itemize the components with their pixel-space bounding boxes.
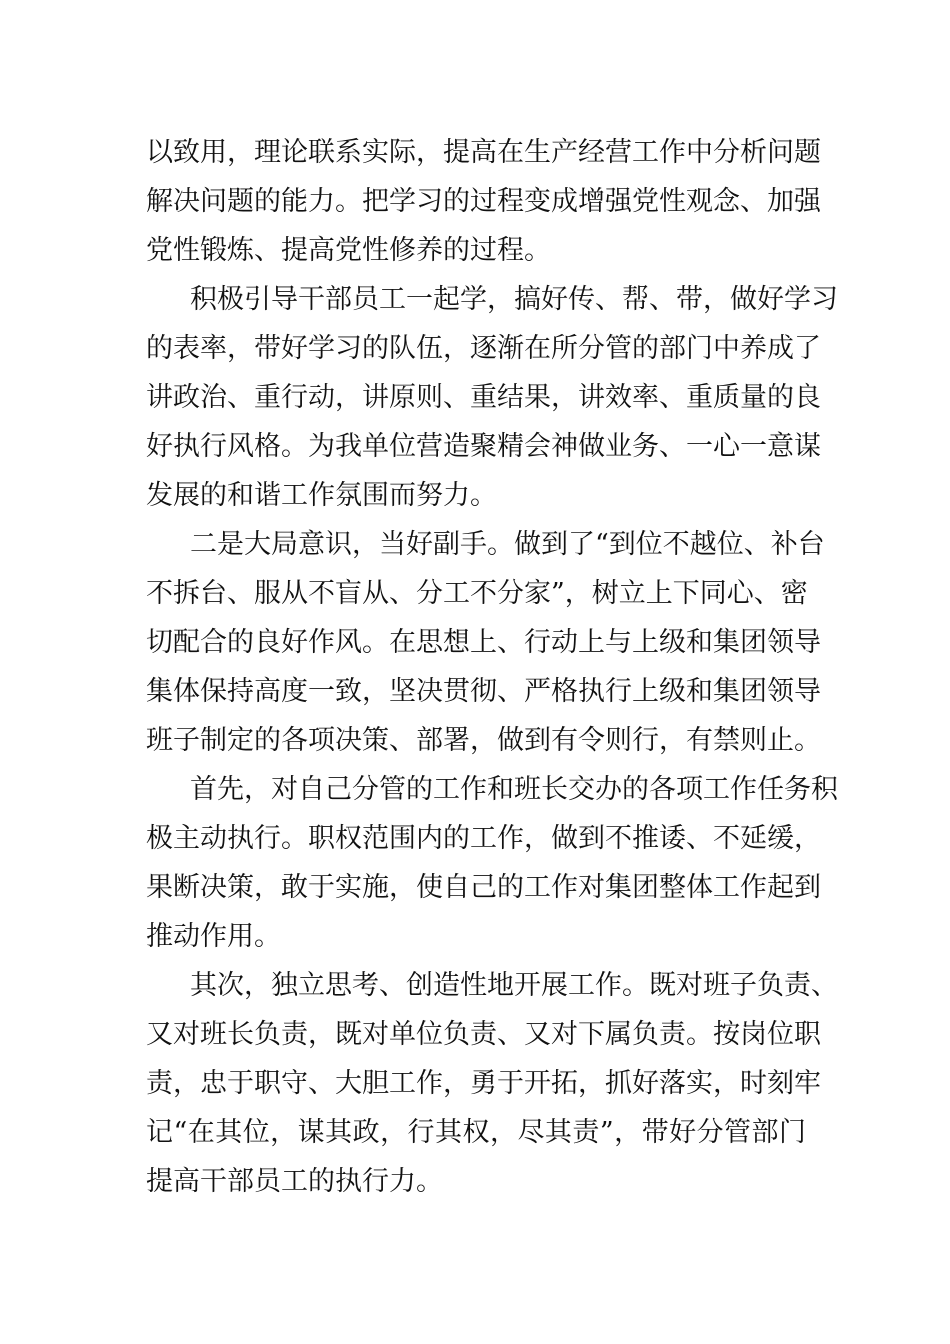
text-line: 果断决策，敢于实施，使自己的工作对集团整体工作起到 [146, 872, 821, 903]
text-line: 发展的和谐工作氛围而努力。 [146, 480, 497, 511]
text-line: 好执行风格。为我单位营造聚精会神做业务、一心一意谋 [146, 431, 821, 462]
paragraph-2 [146, 275, 838, 520]
text-line: 首先，对自己分管的工作和班长交办的各项工作任务积 [190, 774, 838, 805]
text-line: 切配合的良好作风。在思想上、行动上与上级和集团领导 [146, 627, 821, 658]
paragraph-5 [146, 961, 838, 1206]
text-line: 提高干部员工的执行力。 [146, 1166, 443, 1197]
text-line: 党性锻炼、提高党性修养的过程。 [146, 235, 551, 266]
text-line: 不拆台、服从不盲从、分工不分家”，树立上下同心、密 [146, 578, 808, 609]
text-line: 班子制定的各项决策、部署，做到有令则行，有禁则止。 [146, 725, 821, 756]
text-line: 责，忠于职守、大胆工作，勇于开拓，抓好落实，时刻牢 [146, 1068, 821, 1099]
paragraph-1 [146, 128, 821, 275]
text-line: 积极引导干部员工一起学，搞好传、帮、带，做好学习 [190, 284, 838, 315]
text-line: 二是大局意识，当好副手。做到了“到位不越位、补台 [190, 529, 825, 560]
text-line: 讲政治、重行动，讲原则、重结果，讲效率、重质量的良 [146, 382, 821, 413]
paragraph-4 [146, 765, 838, 961]
text-line: 的表率，带好学习的队伍，逐渐在所分管的部门中养成了 [146, 333, 821, 364]
text-line: 其次，独立思考、创造性地开展工作。既对班子负责、 [190, 970, 838, 1001]
text-line: 推动作用。 [146, 921, 281, 952]
text-line: 记“在其位，谋其政，行其权，尽其责”，带好分管部门 [146, 1117, 806, 1148]
text-line: 集体保持高度一致，坚决贯彻、严格执行上级和集团领导 [146, 676, 821, 707]
text-line: 以致用，理论联系实际，提高在生产经营工作中分析问题 [146, 137, 821, 168]
text-line: 极主动执行。职权范围内的工作，做到不推诿、不延缓， [146, 823, 821, 854]
paragraph-3 [146, 520, 825, 765]
text-line: 又对班长负责，既对单位负责、又对下属负责。按岗位职 [146, 1019, 821, 1050]
text-line: 解决问题的能力。把学习的过程变成增强党性观念、加强 [146, 186, 821, 217]
document-body [146, 128, 838, 1206]
